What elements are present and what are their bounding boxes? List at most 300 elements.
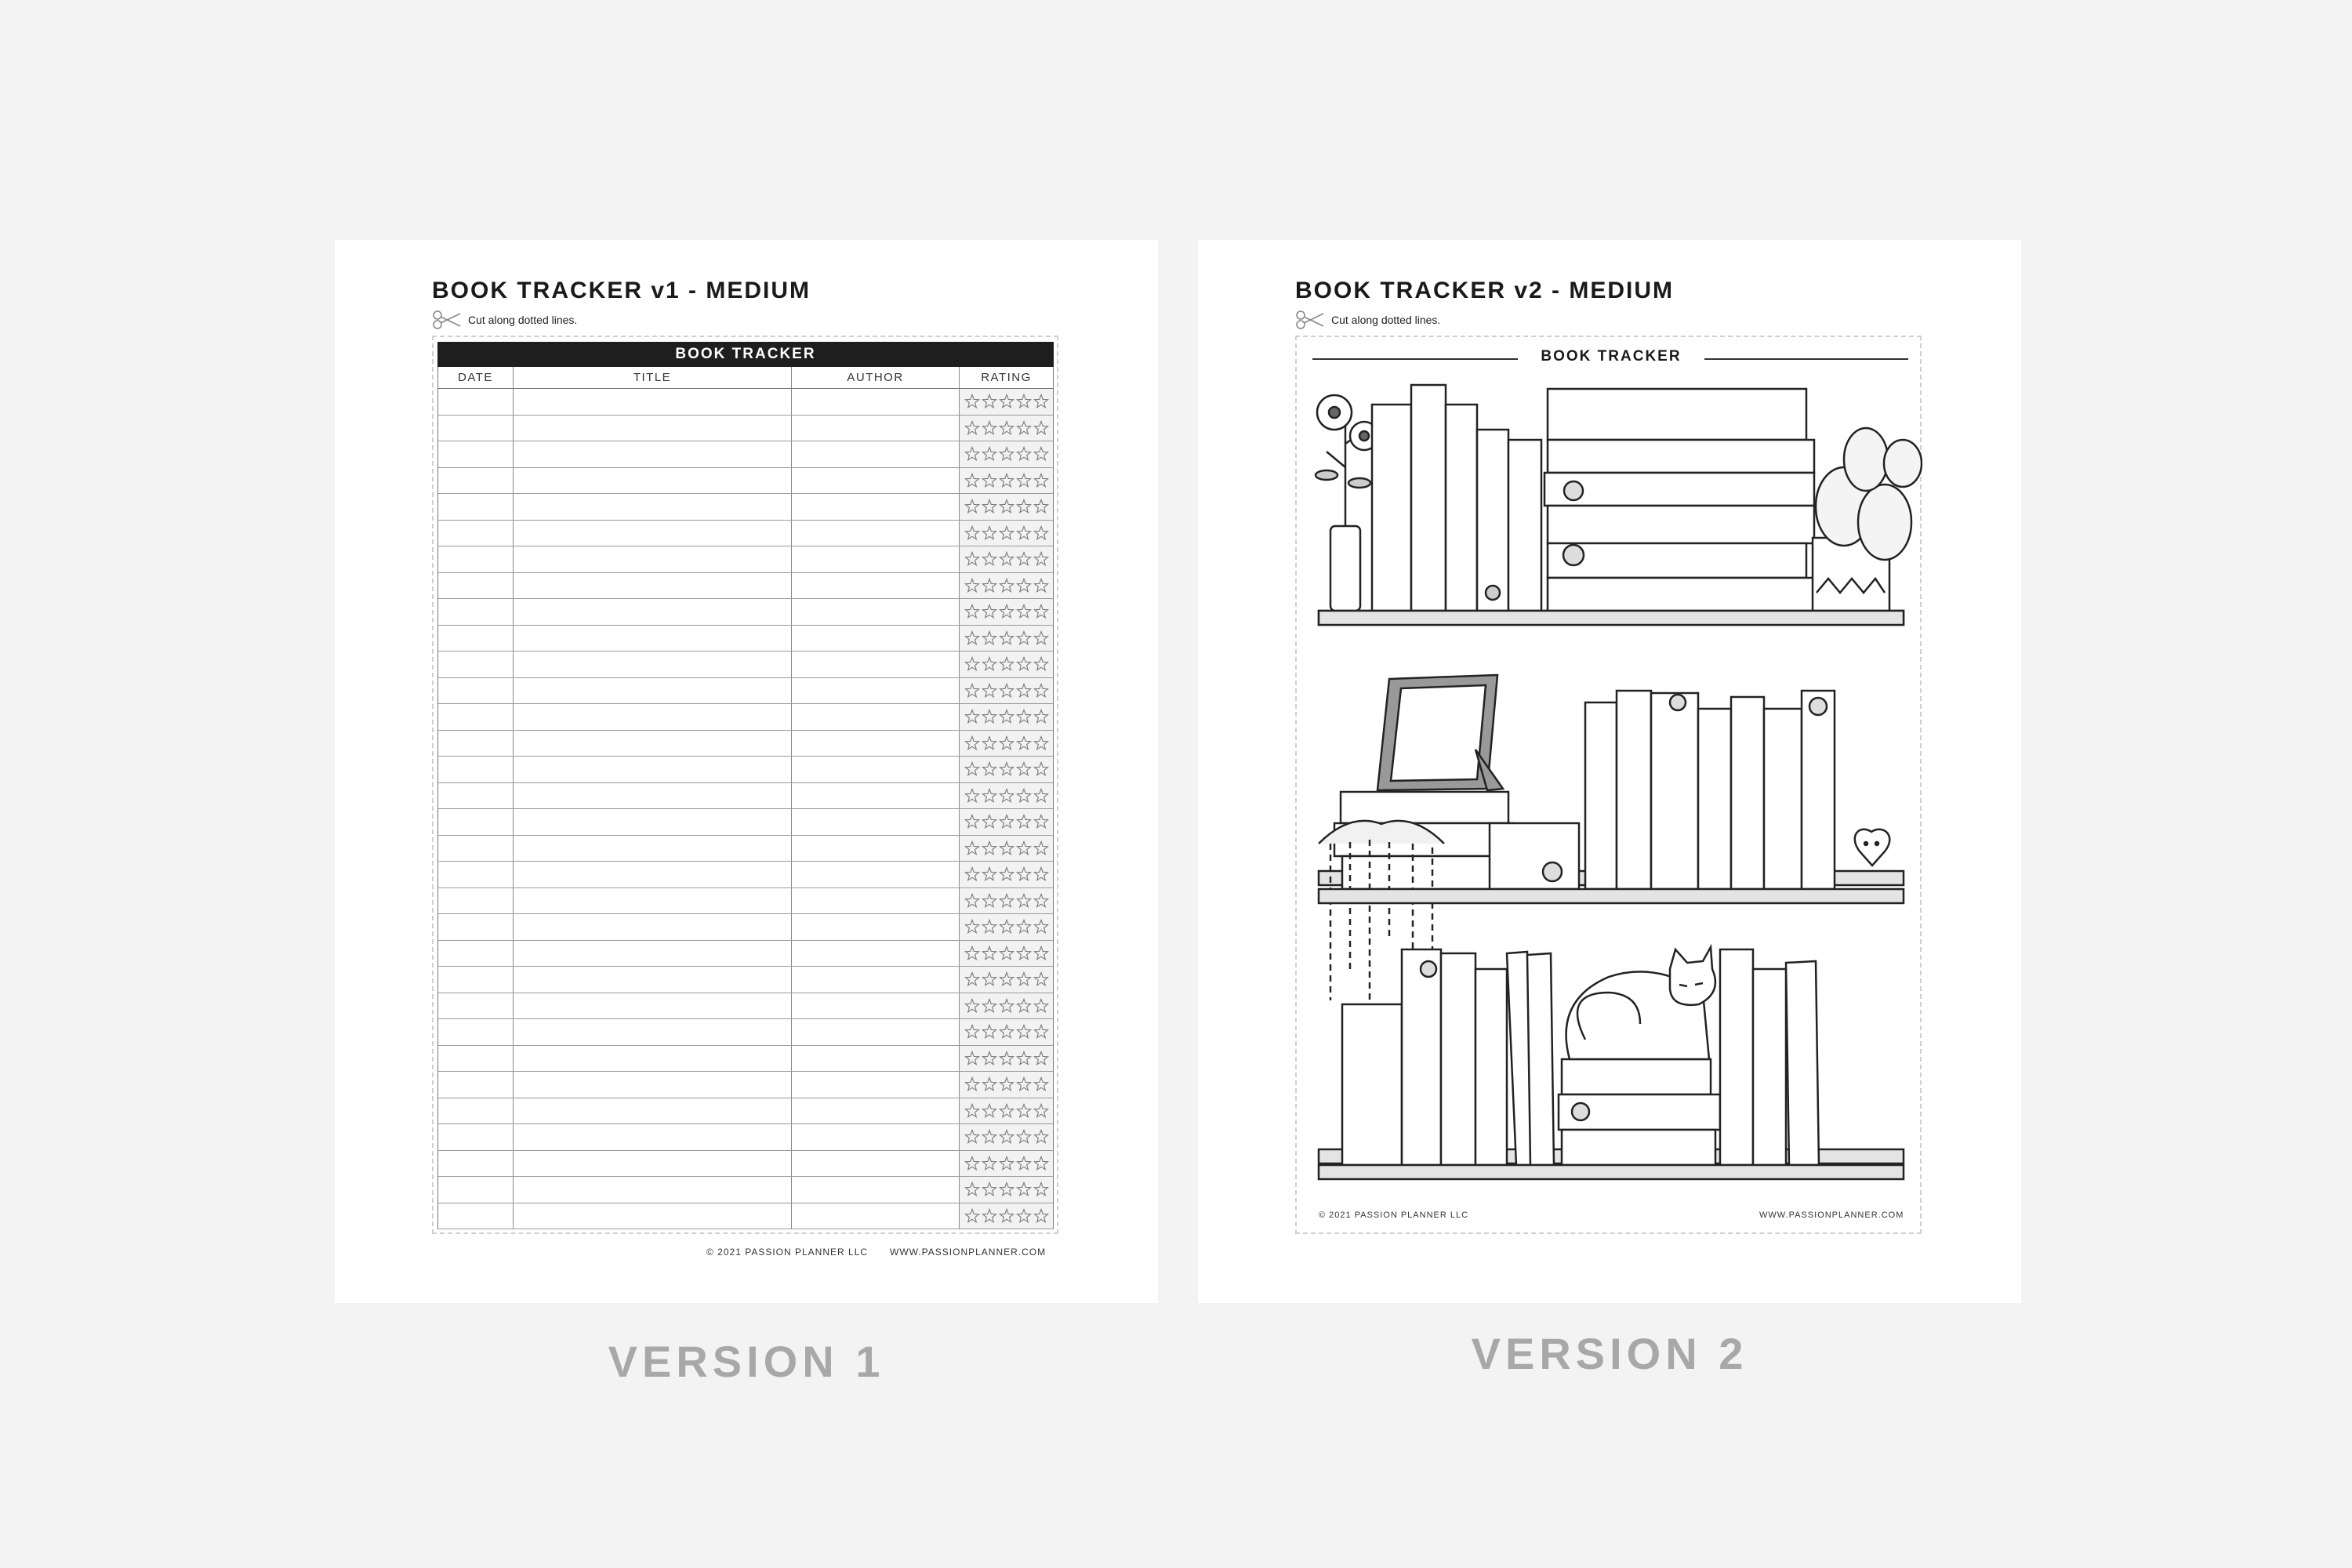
table-cell-title[interactable] [514,731,792,757]
upright-books-top [1372,385,1541,611]
table-cell-date[interactable] [438,652,514,677]
table-cell-title[interactable] [514,783,792,809]
star-icon[interactable] [965,1104,978,1116]
star-icon[interactable] [965,789,978,801]
table-cell-author[interactable] [792,494,960,520]
star-icon[interactable] [1034,526,1047,539]
star-icon[interactable] [1034,1078,1047,1091]
star-icon[interactable] [982,1209,996,1221]
star-icon[interactable] [1034,684,1047,696]
table-row [437,1019,1054,1046]
footer-copyright: © 2021 PASSION PLANNER LLC [1319,1210,1469,1220]
star-icon[interactable] [1034,946,1047,959]
table-row [437,1072,1054,1098]
star-icon[interactable] [1000,973,1013,985]
star-icon[interactable] [965,736,978,749]
star-icon[interactable] [1034,710,1047,723]
star-icon[interactable] [1034,999,1047,1011]
star-icon[interactable] [982,395,996,408]
table-cell-author[interactable] [792,1177,960,1203]
star-icon[interactable] [965,815,978,828]
star-icon[interactable] [982,920,996,933]
star-icon[interactable] [965,500,978,513]
table-cell-author[interactable] [792,941,960,967]
star-icon[interactable] [982,736,996,749]
table-cell-date[interactable] [438,1124,514,1150]
table-cell-author[interactable] [792,888,960,914]
star-icon[interactable] [1000,1183,1013,1196]
table-cell-author[interactable] [792,862,960,887]
star-icon[interactable] [1000,1209,1013,1221]
star-icon[interactable] [1000,474,1013,486]
table-cell-date[interactable] [438,1098,514,1124]
star-icon[interactable] [1000,815,1013,828]
table-cell-title[interactable] [514,1177,792,1203]
star-icon[interactable] [1000,789,1013,801]
star-icon[interactable] [1000,999,1013,1011]
star-icon[interactable] [982,553,996,565]
star-icon[interactable] [1017,841,1030,854]
table-cell-title[interactable] [514,1046,792,1072]
star-icon[interactable] [965,710,978,723]
table-cell-title[interactable] [514,521,792,546]
table-cell-author[interactable] [792,1046,960,1072]
star-icon[interactable] [982,1131,996,1143]
star-icon[interactable] [1017,1051,1030,1064]
star-icon[interactable] [1000,421,1013,434]
table-cell-author[interactable] [792,546,960,572]
star-icon[interactable] [965,894,978,906]
star-icon[interactable] [1017,710,1030,723]
table-cell-title[interactable] [514,626,792,652]
table-cell-date[interactable] [438,993,514,1019]
table-row [437,888,1054,915]
star-icon[interactable] [1017,1104,1030,1116]
star-icon[interactable] [1000,1051,1013,1064]
star-icon[interactable] [1017,421,1030,434]
star-icon[interactable] [1017,763,1030,775]
star-icon[interactable] [1000,1025,1013,1038]
star-icon[interactable] [1017,474,1030,486]
table-cell-author[interactable] [792,809,960,835]
table-cell-date[interactable] [438,1046,514,1072]
star-icon[interactable] [982,500,996,513]
table-cell-title[interactable] [514,993,792,1019]
star-icon[interactable] [965,579,978,591]
star-icon[interactable] [965,1131,978,1143]
star-icon[interactable] [965,395,978,408]
star-icon[interactable] [1000,526,1013,539]
star-icon[interactable] [1034,973,1047,985]
star-icon[interactable] [1034,841,1047,854]
rating-cell [960,626,1053,652]
star-icon[interactable] [965,1183,978,1196]
star-icon[interactable] [982,1025,996,1038]
star-icon[interactable] [982,684,996,696]
star-icon[interactable] [1034,736,1047,749]
table-cell-title[interactable] [514,1124,792,1150]
star-icon[interactable] [1000,868,1013,880]
star-icon[interactable] [982,789,996,801]
table-cell-title[interactable] [514,678,792,704]
star-icon[interactable] [1034,1156,1047,1169]
star-icon[interactable] [1034,579,1047,591]
star-icon[interactable] [982,421,996,434]
star-icon[interactable] [1034,894,1047,906]
footer-url: WWW.PASSIONPLANNER.COM [1759,1210,1904,1220]
star-icon[interactable] [1017,658,1030,670]
table-cell-author[interactable] [792,521,960,546]
star-icon[interactable] [965,999,978,1011]
star-icon[interactable] [1034,1104,1047,1116]
table-cell-date[interactable] [438,967,514,993]
star-icon[interactable] [1017,789,1030,801]
table-cell-title[interactable] [514,1203,792,1229]
star-icon[interactable] [982,841,996,854]
rating-cell [960,652,1053,677]
star-icon[interactable] [1017,395,1030,408]
star-icon[interactable] [965,553,978,565]
star-icon[interactable] [1034,1131,1047,1143]
table-cell-author[interactable] [792,1072,960,1098]
table-cell-author[interactable] [792,967,960,993]
rating-cell [960,914,1053,940]
rating-cell [960,1046,1053,1072]
star-icon[interactable] [1017,526,1030,539]
table-cell-author[interactable] [792,1124,960,1150]
star-icon[interactable] [1034,631,1047,644]
star-icon[interactable] [1000,500,1013,513]
star-icon[interactable] [1017,684,1030,696]
table-cell-date[interactable] [438,914,514,940]
table-cell-author[interactable] [792,914,960,940]
star-icon[interactable] [965,658,978,670]
table-cell-date[interactable] [438,416,514,441]
table-cell-title[interactable] [514,468,792,494]
star-icon[interactable] [1034,500,1047,513]
table-cell-author[interactable] [792,678,960,704]
star-icon[interactable] [965,474,978,486]
table-cell-date[interactable] [438,731,514,757]
table-cell-author[interactable] [792,468,960,494]
star-icon[interactable] [1000,1131,1013,1143]
star-icon[interactable] [1000,658,1013,670]
star-icon[interactable] [1000,631,1013,644]
table-cell-title[interactable] [514,441,792,467]
star-icon[interactable] [1017,1131,1030,1143]
star-icon[interactable] [982,1156,996,1169]
table-row [437,521,1054,547]
star-icon[interactable] [965,920,978,933]
table-cell-title[interactable] [514,862,792,887]
table-cell-date[interactable] [438,389,514,415]
table-cell-title[interactable] [514,967,792,993]
table-cell-title[interactable] [514,652,792,677]
table-cell-date[interactable] [438,1072,514,1098]
star-icon[interactable] [982,999,996,1011]
rating-cell [960,416,1053,441]
star-icon[interactable] [1017,920,1030,933]
table-cell-date[interactable] [438,888,514,914]
star-icon[interactable] [1017,1025,1030,1038]
table-cell-title[interactable] [514,389,792,415]
star-icon[interactable] [1017,999,1030,1011]
table-cell-date[interactable] [438,521,514,546]
rating-cell [960,1151,1053,1177]
scissors-icon [1295,310,1327,330]
table-cell-title[interactable] [514,941,792,967]
star-icon[interactable] [965,946,978,959]
star-icon[interactable] [982,1183,996,1196]
star-icon[interactable] [1034,395,1047,408]
star-icon[interactable] [982,631,996,644]
table-cell-title[interactable] [514,573,792,599]
table-cell-author[interactable] [792,1151,960,1177]
table-cell-date[interactable] [438,1177,514,1203]
rating-cell [960,757,1053,782]
star-icon[interactable] [965,526,978,539]
star-icon[interactable] [965,448,978,460]
table-cell-date[interactable] [438,573,514,599]
table-cell-date[interactable] [438,783,514,809]
table-row [437,494,1054,521]
table-cell-date[interactable] [438,757,514,782]
star-icon[interactable] [1017,815,1030,828]
star-icon[interactable] [1017,973,1030,985]
star-icon[interactable] [1034,474,1047,486]
star-icon[interactable] [1000,1104,1013,1116]
table-cell-author[interactable] [792,599,960,625]
table-cell-date[interactable] [438,1151,514,1177]
star-icon[interactable] [1000,946,1013,959]
star-icon[interactable] [965,1156,978,1169]
star-icon[interactable] [1017,894,1030,906]
star-icon[interactable] [982,710,996,723]
star-icon[interactable] [1017,946,1030,959]
star-icon[interactable] [1000,684,1013,696]
table-cell-date[interactable] [438,836,514,862]
star-icon[interactable] [1017,605,1030,618]
table-cell-author[interactable] [792,416,960,441]
table-cell-author[interactable] [792,731,960,757]
star-icon[interactable] [1000,448,1013,460]
star-icon[interactable] [982,1078,996,1091]
table-cell-date[interactable] [438,704,514,730]
star-icon[interactable] [1017,448,1030,460]
table-cell-author[interactable] [792,1203,960,1229]
star-icon[interactable] [982,1051,996,1064]
star-icon[interactable] [965,1025,978,1038]
stacked-books-bottom [1559,1059,1720,1165]
star-icon[interactable] [1017,500,1030,513]
table-cell-title[interactable] [514,836,792,862]
table-cell-date[interactable] [438,1019,514,1045]
table-cell-author[interactable] [792,1098,960,1124]
star-icon[interactable] [1034,789,1047,801]
table-cell-author[interactable] [792,389,960,415]
star-icon[interactable] [1017,631,1030,644]
star-icon[interactable] [1017,579,1030,591]
table-cell-author[interactable] [792,441,960,467]
column-header-author: AUTHOR [792,367,960,388]
star-icon[interactable] [1034,920,1047,933]
star-icon[interactable] [982,605,996,618]
table-cell-author[interactable] [792,757,960,782]
stacked-books-top [1544,389,1814,611]
star-icon[interactable] [1017,553,1030,565]
table-cell-author[interactable] [792,704,960,730]
table-cell-title[interactable] [514,888,792,914]
picture-frame-icon [1377,675,1503,790]
upright-books-bottom-right [1720,949,1819,1165]
star-icon[interactable] [1017,1078,1030,1091]
star-icon[interactable] [1034,763,1047,775]
star-icon[interactable] [982,763,996,775]
table-cell-title[interactable] [514,546,792,572]
table-row [437,993,1054,1020]
table-cell-date[interactable] [438,441,514,467]
rating-cell [960,1072,1053,1098]
star-icon[interactable] [1017,868,1030,880]
table-cell-author[interactable] [792,993,960,1019]
star-icon[interactable] [1017,1156,1030,1169]
table-cell-date[interactable] [438,599,514,625]
bookshelf-heading: BOOK TRACKER [1541,348,1682,365]
star-icon[interactable] [1017,736,1030,749]
table-row [437,389,1054,416]
star-icon[interactable] [1000,395,1013,408]
star-icon[interactable] [1017,1209,1030,1221]
table-banner: BOOK TRACKER [437,342,1054,367]
table-header [437,367,1054,389]
star-icon[interactable] [1000,710,1013,723]
table-row [437,441,1054,468]
table-row [437,836,1054,862]
table-cell-author[interactable] [792,836,960,862]
table-cell-date[interactable] [438,862,514,887]
star-icon[interactable] [1000,763,1013,775]
star-icon[interactable] [1000,736,1013,749]
table-cell-date[interactable] [438,494,514,520]
star-icon[interactable] [982,526,996,539]
rating-cell [960,546,1053,572]
table-row [437,546,1054,573]
star-icon[interactable] [1000,553,1013,565]
shelf-board-3 [1319,1165,1904,1179]
star-icon[interactable] [982,474,996,486]
rating-cell [960,888,1053,914]
star-icon[interactable] [965,421,978,434]
star-icon[interactable] [982,1104,996,1116]
star-icon[interactable] [1000,1156,1013,1169]
star-icon[interactable] [1000,894,1013,906]
table-cell-date[interactable] [438,468,514,494]
star-icon[interactable] [1034,868,1047,880]
table-cell-author[interactable] [792,1019,960,1045]
page-version-2 [1198,240,2021,1303]
rating-cell [960,941,1053,967]
star-icon[interactable] [965,868,978,880]
star-icon[interactable] [1034,448,1047,460]
table-cell-title[interactable] [514,809,792,835]
star-icon[interactable] [1034,421,1047,434]
star-icon[interactable] [1000,579,1013,591]
table-cell-title[interactable] [514,1151,792,1177]
star-icon[interactable] [1034,1183,1047,1196]
star-icon[interactable] [982,815,996,828]
star-icon[interactable] [965,763,978,775]
star-icon[interactable] [1034,605,1047,618]
table-cell-title[interactable] [514,1098,792,1124]
star-icon[interactable] [965,684,978,696]
star-icon[interactable] [965,973,978,985]
table-cell-title[interactable] [514,494,792,520]
table-cell-date[interactable] [438,1203,514,1229]
star-icon[interactable] [1000,841,1013,854]
star-icon[interactable] [982,973,996,985]
table-cell-date[interactable] [438,941,514,967]
star-icon[interactable] [965,841,978,854]
star-icon[interactable] [965,1051,978,1064]
star-icon[interactable] [1034,1025,1047,1038]
table-cell-title[interactable] [514,757,792,782]
star-icon[interactable] [1034,1209,1047,1221]
table-cell-author[interactable] [792,626,960,652]
scissors-icon [432,310,463,330]
star-icon[interactable] [1034,658,1047,670]
table-cell-title[interactable] [514,1019,792,1045]
star-icon[interactable] [1034,553,1047,565]
table-row [437,1203,1054,1230]
star-icon[interactable] [982,448,996,460]
version-label: VERSION 1 [608,1337,885,1386]
rating-cell [960,1124,1053,1150]
table-cell-author[interactable] [792,783,960,809]
star-icon[interactable] [1017,1183,1030,1196]
table-row [437,1124,1054,1151]
rating-cell [960,783,1053,809]
star-icon[interactable] [1034,1051,1047,1064]
star-icon[interactable] [1000,605,1013,618]
table-cell-title[interactable] [514,704,792,730]
table-cell-author[interactable] [792,573,960,599]
table-cell-title[interactable] [514,1072,792,1098]
star-icon[interactable] [1000,1078,1013,1091]
star-icon[interactable] [965,631,978,644]
star-icon[interactable] [965,605,978,618]
star-icon[interactable] [982,868,996,880]
star-icon[interactable] [1034,815,1047,828]
table-cell-date[interactable] [438,678,514,704]
star-icon[interactable] [1000,920,1013,933]
table-cell-title[interactable] [514,599,792,625]
star-icon[interactable] [982,658,996,670]
table-cell-date[interactable] [438,546,514,572]
table-row [437,809,1054,836]
rating-cell [960,573,1053,599]
table-cell-title[interactable] [514,416,792,441]
star-icon[interactable] [982,946,996,959]
star-icon[interactable] [965,1078,978,1091]
table-cell-date[interactable] [438,809,514,835]
star-icon[interactable] [982,894,996,906]
table-cell-author[interactable] [792,652,960,677]
table-cell-title[interactable] [514,914,792,940]
upright-books-bottom-left [1342,949,1554,1165]
star-icon[interactable] [982,579,996,591]
table-cell-date[interactable] [438,626,514,652]
star-icon[interactable] [965,1209,978,1221]
